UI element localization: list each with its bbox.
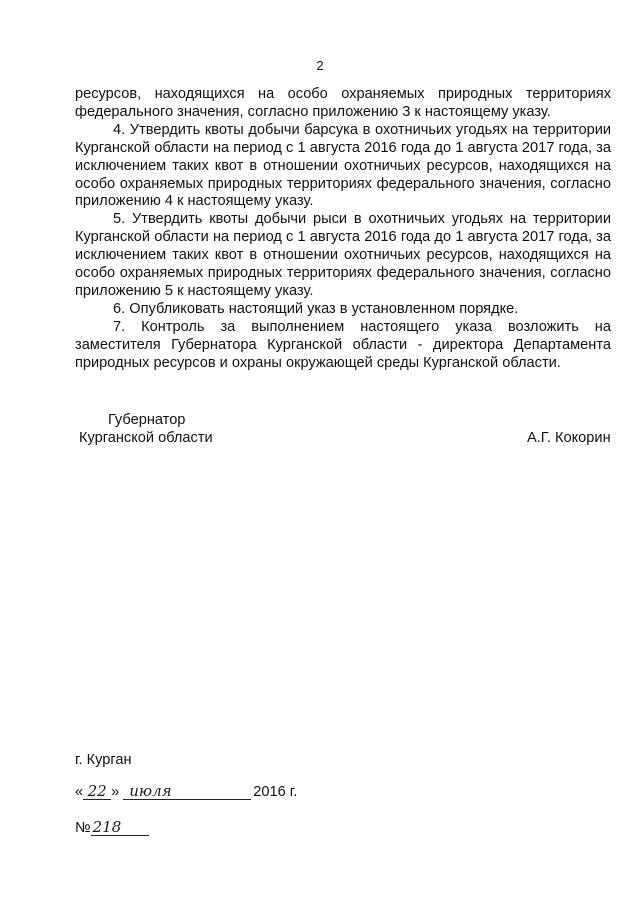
paragraph-item-6: 6. Опубликовать настоящий указ в установленном порядке. [113, 300, 519, 317]
place-of-signing: г. Курган [75, 752, 132, 768]
date-month-handwritten: июля [123, 784, 251, 800]
decree-body-text [75, 86, 611, 373]
signatory-title-line2: Курганской области [79, 430, 213, 446]
signing-date [75, 784, 297, 800]
paragraph-item-5: 5. Утвердить квоты добычи рыси в охотничьих угодьях на территории Курганской области на период с 1 августа 2016 года до 1 августа 2017 года, за исключением таких квот в отношении охотничьих ресурсов, находящихся на особо охраняемых природных территориях федерального значения, согласно приложению 5 к настоящему указу. [75, 211, 611, 299]
paragraph-item-4: 4. Утвердить квоты добычи барсука в охотничьих угодьях на территории Курганской области на период с 1 августа 2016 года до 1 августа 2017 года, за исключением таких квот в отношении охотничьих ресурсов, находящихся на особо охраняемых природных территориях федерального значения, согласно приложению 4 к настоящему указу. [75, 121, 611, 210]
date-year: 2016 г. [253, 784, 298, 800]
signatory-name: А.Г. Кокорин [527, 430, 611, 446]
number-sign: № [75, 820, 91, 836]
document-number [75, 820, 149, 836]
paragraph-continuation: ресурсов, находящихся на особо охраняемых природных территориях федерального значения, согласно приложению 3 к настоящему указу. [75, 86, 611, 120]
date-open-quote: « [75, 784, 84, 800]
date-close-quote: » [111, 784, 120, 800]
paragraph-item-7: 7. Контроль за выполнением настоящего указа возложить на заместителя Губернатора Курганской области - директора Департамента природных ресурсов и охраны окружающей среды Курганской области. [75, 318, 611, 371]
signatory-title-line1: Губернатор [108, 412, 186, 428]
page-number: 2 [316, 58, 324, 73]
document-number-handwritten: 218 [91, 820, 149, 836]
date-day-handwritten: 22 [83, 784, 111, 800]
